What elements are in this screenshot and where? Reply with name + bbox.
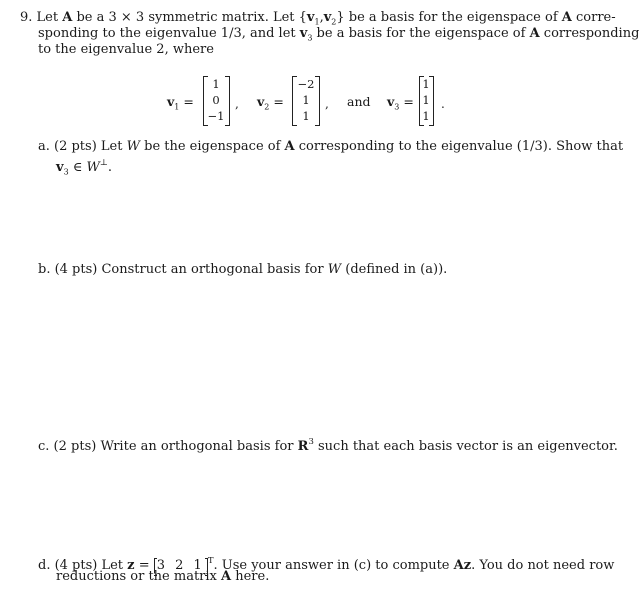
v2-comma: , [325,97,329,111]
v3-label: $v_3$ = [387,94,414,112]
vector-definitions [155,75,455,129]
v1-label: $v_1$ = [167,94,194,112]
part-c: c. (2 pts) Write an orthogonal basis for $R^3$ such that each basis vector is an eigenvector. [38,437,618,454]
problem-statement [20,10,639,58]
v2-right-bracket [315,76,320,126]
problem-line-3: to the eigenvalue 2, where [38,42,214,57]
problem-line-1: 9. Let A be a 3 × 3 symmetric matrix. Let $\{v_1,v_2\}$ be a basis for the eigenspace of A corre- [20,10,616,27]
v3-right-bracket [429,76,434,126]
z-row-vector: 3 2 1 [154,558,208,574]
problem-line-2: sponding to the eigenvalue 1/3, and let $v_3$ be a basis for the eigenspace of A corresponding [38,26,639,43]
part-b: b. (4 pts) Construct an orthogonal basis for W (defined in (a)). [38,262,448,277]
v2-label: $v_2$ = [257,94,284,112]
part-a: a. (2 pts) Let W be the eigenspace of A corresponding to the eigenvalue (1/3). Show that $v_3$ ∈ W⊥. [38,139,624,177]
problem-number: 9. [20,10,33,25]
v1-right-bracket [225,76,230,126]
v2-entries: −2 1 1 [297,77,315,123]
v3-period: . [441,97,445,111]
and-text: and [347,94,371,109]
v1-comma: , [235,97,239,111]
v3-entries: 1 1 1 [422,77,430,123]
part-d: d. (4 pts) Let z = 3 2 1 $^T$. Use your answer in (c) to compute Az. You do not need row reductions or the matrix A here. [38,556,615,584]
v1-entries: 1 0 −1 [207,77,225,123]
